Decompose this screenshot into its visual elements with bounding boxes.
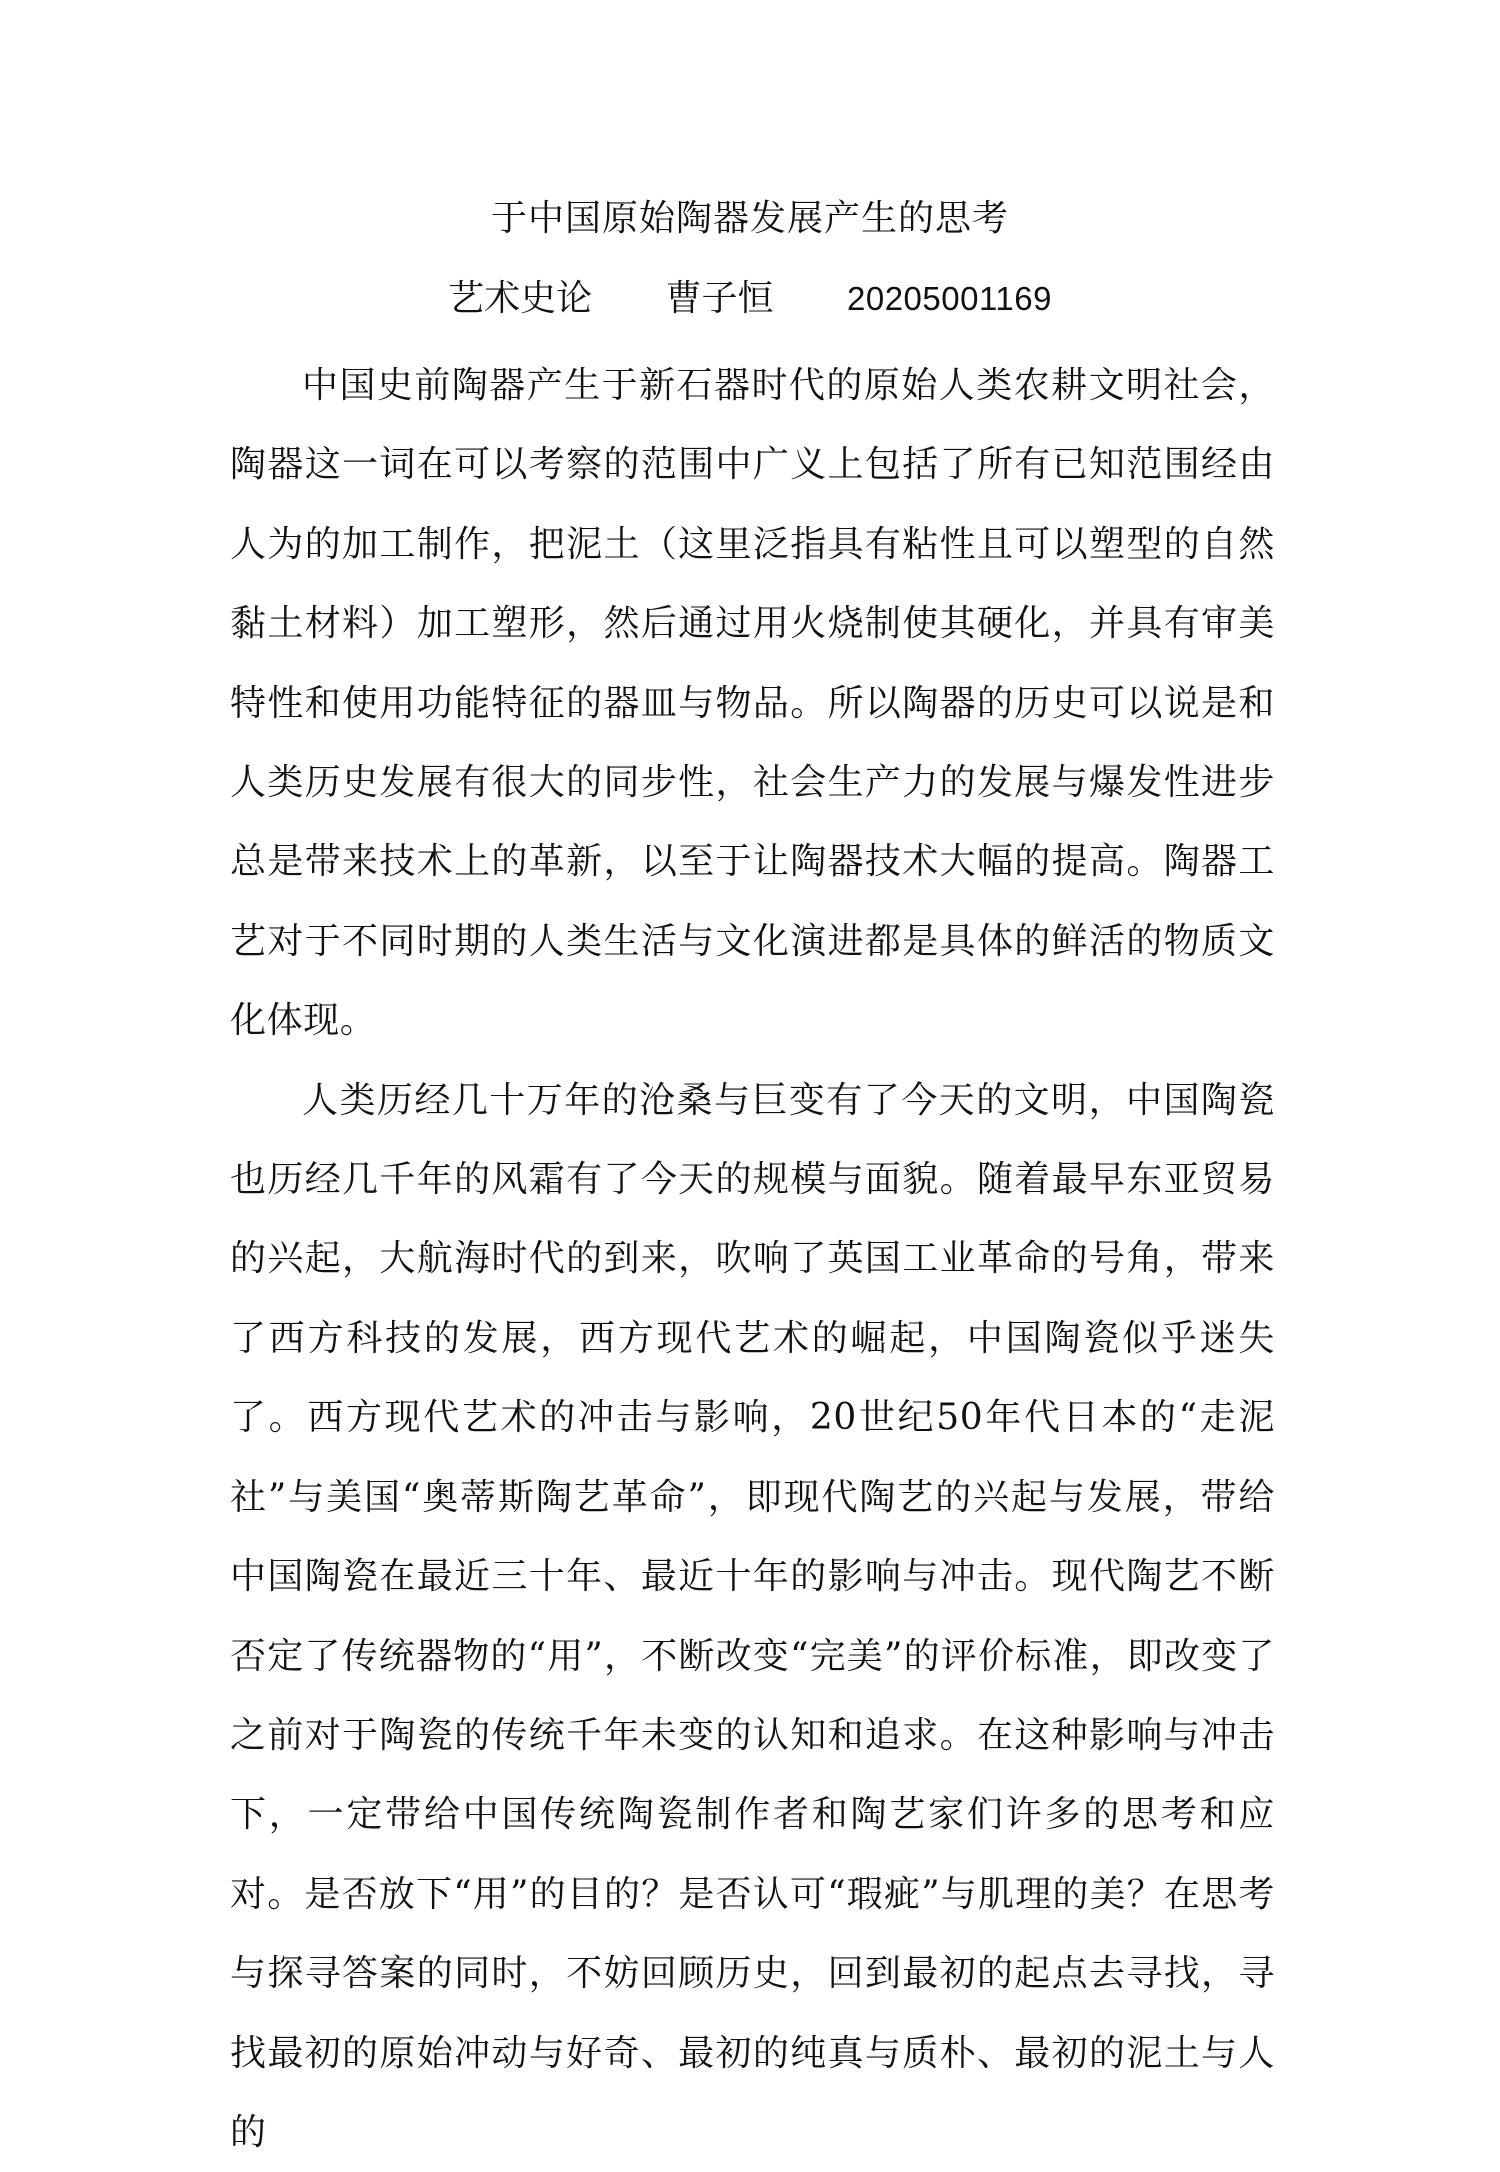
course-name: 艺术史论 [448, 278, 593, 319]
document-title: 于中国原始陶器发展产生的思考 [490, 198, 1009, 239]
paragraph-2: 人类历经几十万年的沧桑与巨变有了今天的文明，中国陶瓷也历经几千年的风霜有了今天的规模与面貌。随着最早东亚贸易的兴起，大航海时代的到来，吹响了英国工业革命的号角，带来了西方科技的发展，西方现代艺术的崛起，中国陶瓷似乎迷失了。西方现代艺术的冲击与影响，20世纪50年代日本的“走泥社”与美国“奥蒂斯陶艺革命”，即现代陶艺的兴起与发展，带给中国陶瓷在最近三十年、最近十年的影响与冲击。现代陶艺不断否定了传统器物的“用”，不断改变“完美”的评价标准，即改变了之前对于陶瓷的传统千年未变的认知和追求。在这种影响与冲击下，一定带给中国传统陶瓷制作者和陶艺家们许多的思考和应对。是否放下“用”的目的？是否认可“瑕疵”与肌理的美？在思考与探寻答案的同时，不妨回顾历史，回到最初的起点去寻找，寻找最初的原始冲动与好奇、最初的纯真与质朴、最初的泥土与人的 [230, 1079, 1275, 2153]
byline [0, 272, 1500, 326]
student-id: 20205001169 [847, 280, 1052, 317]
document-body [230, 346, 1275, 2172]
paragraph-1: 中国史前陶器产生于新石器时代的原始人类农耕文明社会，陶器这一词在可以考察的范围中广义上包括了所有已知范围经由人为的加工制作，把泥土（这里泛指具有粘性且可以塑型的自然黏土材料）加工塑形，然后通过用火烧制使其硬化，并具有审美特性和使用功能特征的器皿与物品。所以陶器的历史可以说是和人类历史发展有很大的同步性，社会生产力的发展与爆发性进步总是带来技术上的革新，以至于让陶器技术大幅的提高。陶器工艺对于不同时期的人类生活与文化演进都是具体的鲜活的物质文化体现。 [230, 365, 1275, 1042]
author-name: 曹子恒 [665, 278, 774, 319]
